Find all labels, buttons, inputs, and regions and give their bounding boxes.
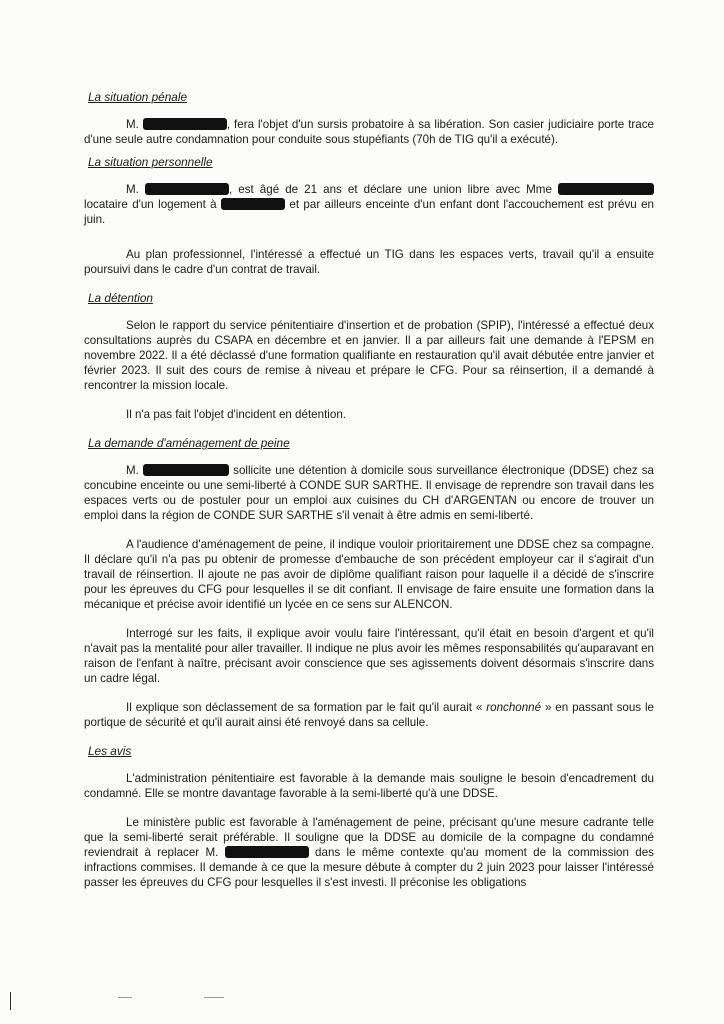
heading-demande: La demande d'aménagement de peine <box>88 436 290 450</box>
text-fragment: sollicite une détention à domicile sous surveillance électronique (DDSE) chez sa concubine enceinte ou une semi-liberté à CONDE SUR SARTHE. Il envisage de reprendre son travail dans les espaces verts ou de postuler pour un emploi aux cuisines du CH d'ARGENTAN ou encore de trouver un emploi dans la région de CONDE SUR SARTHE s'il venait à être admis en semi-liberté. <box>84 464 654 522</box>
text-fragment: et par ailleurs enceinte d'un enfant dont l'accouchement est prévu en juin. <box>84 198 654 226</box>
redaction-block <box>145 183 229 195</box>
heading-situation-personnelle: La situation personnelle <box>88 155 213 169</box>
text-fragment: , est âgé de 21 ans et déclare une union libre avec Mme <box>228 183 552 196</box>
text-fragment: M. <box>126 464 139 477</box>
emphasis-text: ronchonné <box>486 701 542 714</box>
redaction-block <box>143 118 227 130</box>
text-fragment: M. <box>126 183 139 196</box>
redaction-block <box>225 846 309 858</box>
text-fragment: Il explique son déclassement de sa formation par le fait qu'il aurait « <box>126 701 487 714</box>
document-body <box>84 90 654 904</box>
text-fragment: locataire d'un logement à <box>84 198 217 211</box>
paragraph-situation-penale <box>84 117 654 147</box>
paragraph-demande-1 <box>84 463 654 523</box>
paragraph-avis-2 <box>84 815 654 890</box>
redaction-block <box>558 183 654 195</box>
paragraph-situation-personnelle-1 <box>84 182 654 227</box>
scan-edge-mark <box>10 992 11 1010</box>
text-fragment: , fera l'objet d'un sursis probatoire à sa libération. Son casier judiciaire porte trace d'une seule autre condamnation pour conduite sous stupéfiants (70h de TIG qu'il a exécuté). <box>84 118 654 146</box>
text-fragment: dans le même contexte qu'au moment de la commission des infractions commises. Il demande à ce que la mesure débute à compter du 2 juin 2023 pour laisser l'intéressé passer les épreuves du CFG pour lesquelles il s'est investi. Il préconise les obligations <box>84 846 654 889</box>
heading-avis: Les avis <box>88 744 132 758</box>
paragraph-avis-1: L'administration pénitentiaire est favorable à la demande mais souligne le besoin d'encadrement du condamné. Elle se montre davantage favorable à la semi-liberté qu'à une DDSE. <box>84 772 654 800</box>
heading-detention: La détention <box>88 291 153 305</box>
paragraph-detention-2: Il n'a pas fait l'objet d'incident en détention. <box>126 408 346 421</box>
paragraph-detention-1: Selon le rapport du service pénitentiaire d'insertion et de probation (SPIP), l'intéressé a effectué deux consultations auprès du CSAPA en décembre et en janvier. Il a par ailleurs fait une demande à l'EPSM en novembre 2022. Il a été déclassé d'une formation qualifiante en restauration qu'il avait débutée entre janvier et février 2023. Il suit des cours de remise à niveau et prépare le CFG. Pour sa réinsertion, il a demandé à rencontrer la mission locale. <box>84 319 654 392</box>
paragraph-demande-2: A l'audience d'aménagement de peine, il indique vouloir prioritairement une DDSE chez sa compagne. Il déclare qu'il n'a pas pu obtenir de promesse d'embauche de son précédent employeur car il s'agirait d'un travail de réinsertion. Il ajoute ne pas avoir de diplôme qualifiant raison pour laquelle il a décidé de s'inscrire pour les épreuves du CFG pour lesquelles il se dit confiant. Il envisage de faire ensuite une formation dans la mécanique et précise avoir identifié un lycée en ce sens sur ALENCON. <box>84 538 654 611</box>
text-fragment: M. <box>126 118 139 131</box>
paragraph-situation-personnelle-2: Au plan professionnel, l'intéressé a effectué un TIG dans les espaces verts, travail qu'il a ensuite poursuivi dans le cadre d'un contrat de travail. <box>84 248 654 276</box>
paragraph-demande-3: Interrogé sur les faits, il explique avoir voulu faire l'intéressant, qu'il était en besoin d'argent et qu'il n'avait pas la mentalité pour aller travailler. Il indique ne plus avoir les mêmes responsabilités qu'auparavant en raison de l'enfant à naître, précisant avoir conscience que ses agissements doivent désormais s'inscrire dans un cadre légal. <box>84 627 654 685</box>
text-fragment: » en passant sous le portique de sécurité et qu'il aurait ainsi été renvoyé dans sa cellule. <box>84 701 654 729</box>
scan-artifact <box>204 997 224 998</box>
redaction-block <box>143 464 229 476</box>
text-fragment: Le ministère public est favorable à l'aménagement de peine, précisant qu'une mesure cadrante telle que la semi-liberté serait préférable. Il souligne que la DDSE au domicile de la compagne du condamné reviendrait à replacer M. <box>84 816 654 859</box>
heading-situation-penale: La situation pénale <box>88 90 188 104</box>
scan-artifact <box>118 997 132 998</box>
paragraph-demande-4 <box>84 700 654 730</box>
redaction-block <box>221 198 285 210</box>
